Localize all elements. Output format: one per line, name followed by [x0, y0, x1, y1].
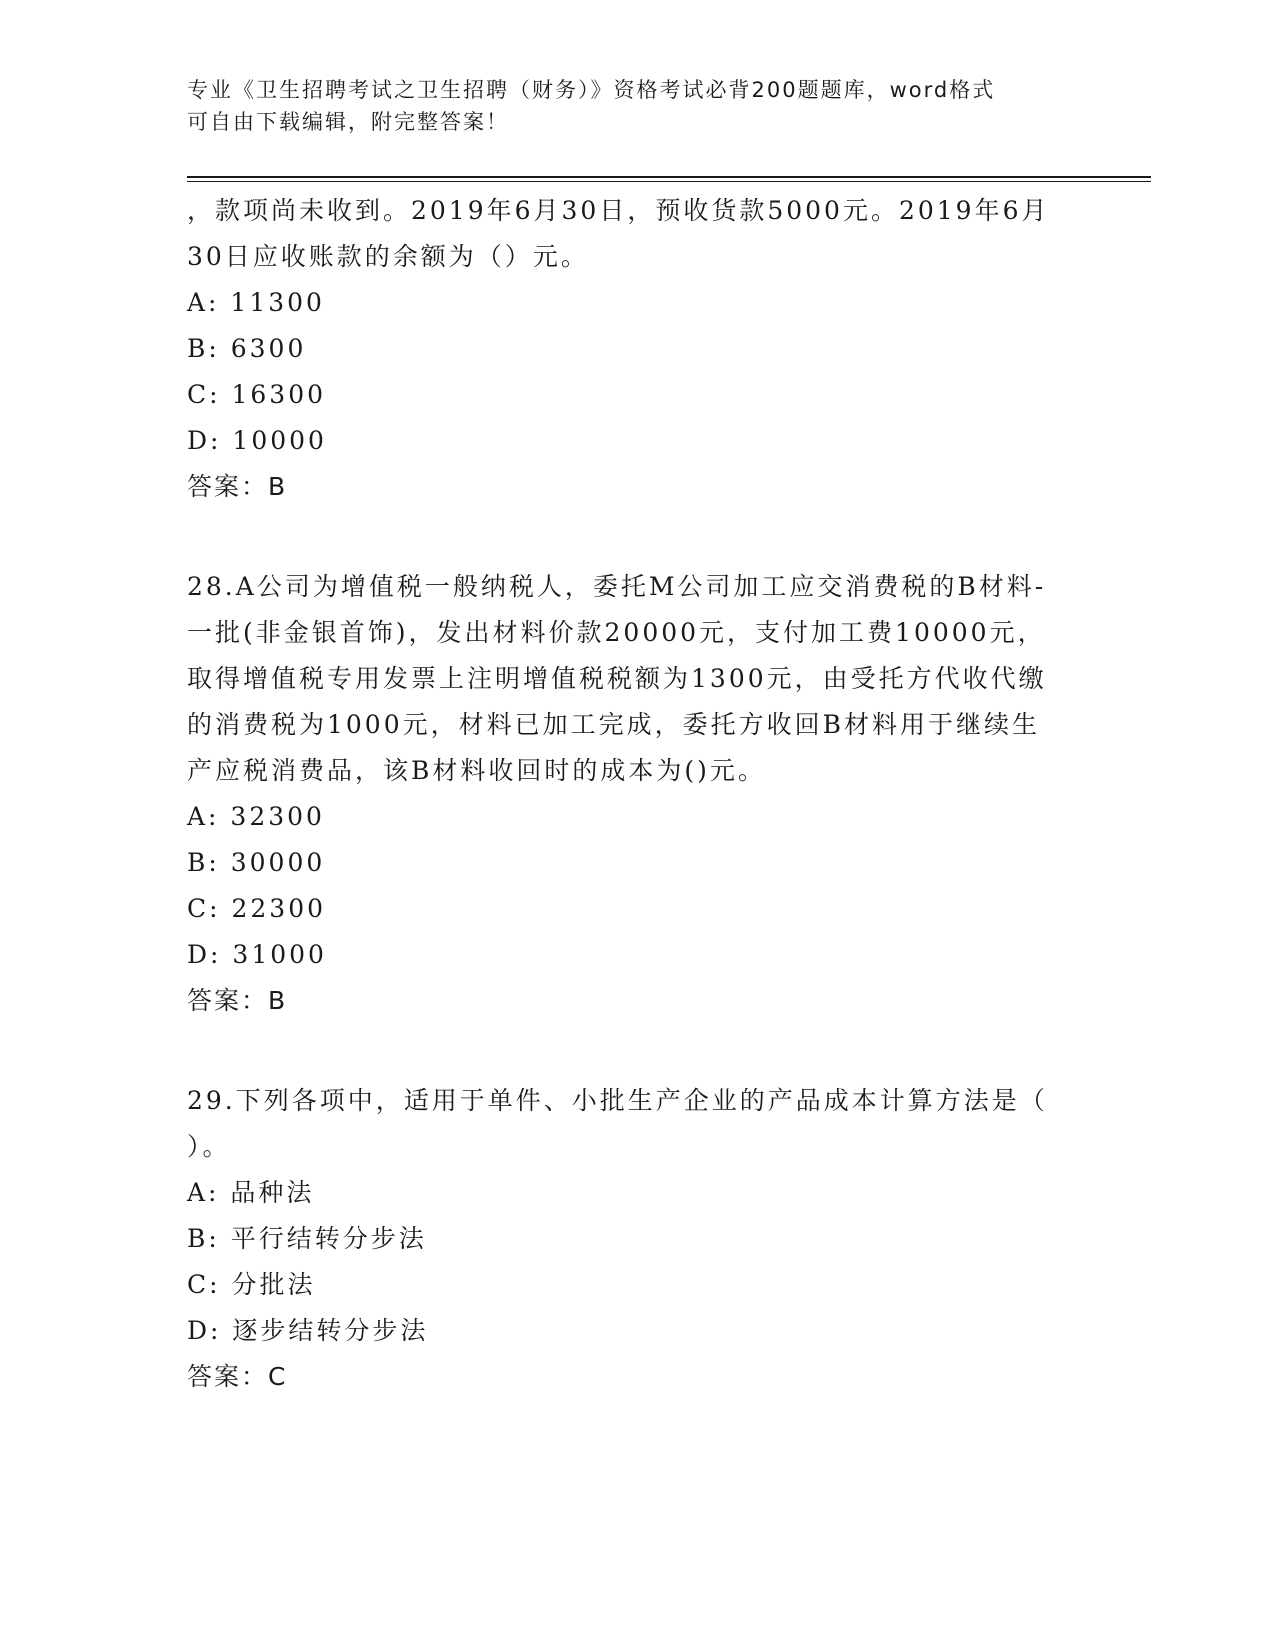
question-text-line: ，款项尚未收到。2019年6月30日，预收货款5000元。2019年6月 — [187, 196, 1050, 225]
question-text-line: 30日应收账款的余额为（）元。 — [187, 242, 589, 271]
question-text-line: 29.下列各项中，适用于单件、小批生产企业的产品成本计算方法是（ — [187, 1086, 1048, 1115]
header-divider — [187, 176, 1151, 182]
option-c: C: 16300 — [187, 380, 327, 409]
question-29 — [187, 1078, 1087, 1400]
option-c: C: 分批法 — [187, 1270, 316, 1299]
option-d: D: 31000 — [187, 940, 327, 969]
answer-label: 答案：C — [187, 1362, 288, 1391]
question-27-continuation — [187, 188, 1087, 510]
header-line-2: 可自由下载编辑，附完整答案！ — [187, 110, 509, 134]
option-a: A: 11300 — [187, 288, 325, 317]
option-a: A: 品种法 — [187, 1178, 315, 1207]
answer-label: 答案：B — [187, 986, 288, 1015]
answer-label: 答案：B — [187, 472, 288, 501]
document-header — [187, 74, 1087, 138]
question-28 — [187, 564, 1087, 1024]
option-c: C: 22300 — [187, 894, 327, 923]
option-b: B: 6300 — [187, 334, 307, 363]
question-text-line: 一批(非金银首饰)，发出材料价款20000元，支付加工费10000元， — [187, 618, 1046, 647]
option-a: A: 32300 — [187, 802, 325, 831]
question-text-line: 产应税消费品，该B材料收回时的成本为()元。 — [187, 756, 766, 785]
header-line-1: 专业《卫生招聘考试之卫生招聘（财务）》资格考试必背200题题库，word格式 — [187, 78, 996, 102]
option-b: B: 平行结转分步法 — [187, 1224, 427, 1253]
option-d: D: 10000 — [187, 426, 327, 455]
question-text-line: 取得增值税专用发票上注明增值税税额为1300元，由受托方代收代缴 — [187, 664, 1047, 693]
question-text-line: 28.A公司为增值税一般纳税人，委托M公司加工应交消费税的B材料- — [187, 572, 1047, 601]
question-text-line: 的消费税为1000元，材料已加工完成，委托方收回B材料用于继续生 — [187, 710, 1040, 739]
option-b: B: 30000 — [187, 848, 326, 877]
option-d: D: 逐步结转分步法 — [187, 1316, 429, 1345]
question-text-line: ）。 — [187, 1132, 231, 1161]
document-body — [187, 188, 1087, 1400]
